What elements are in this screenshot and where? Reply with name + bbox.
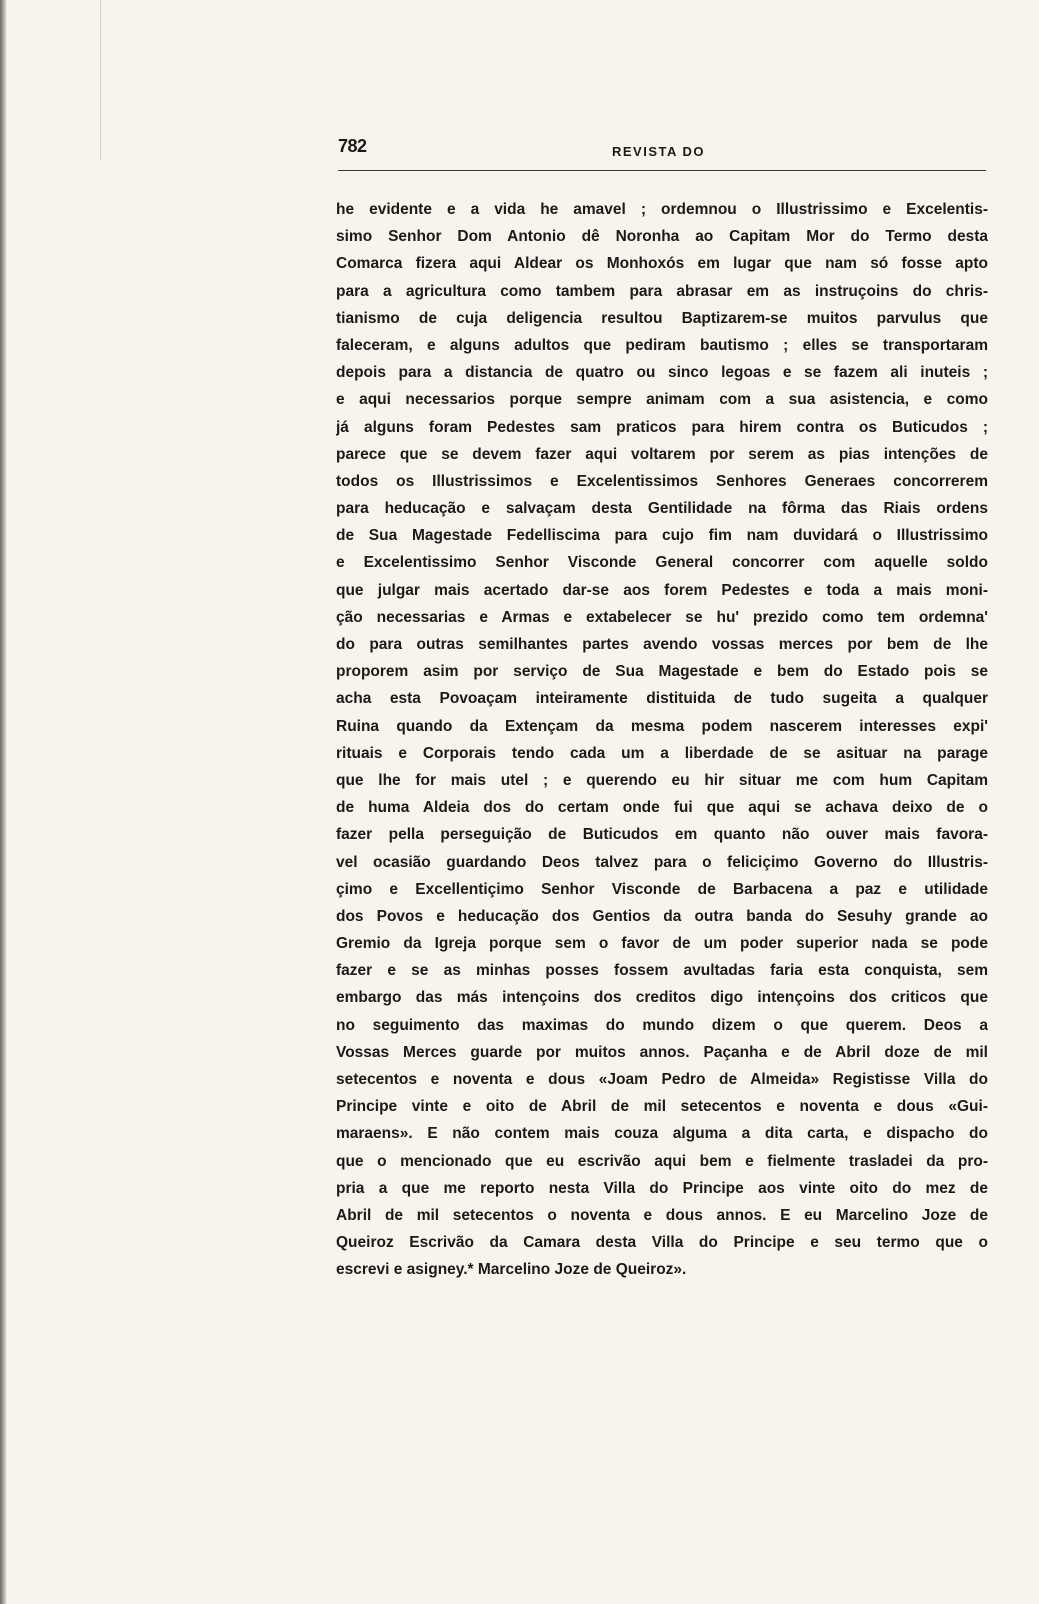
- text-line: do para outras semilhantes partes avendo vossas merces por bem de lhe: [336, 636, 988, 653]
- text-line: Principe vinte e oito de Abril de mil setecentos e noventa e dous «Gui-: [336, 1098, 988, 1116]
- text-line: já alguns foram Pedestes sam praticos para hirem contra os Buticudos ;: [336, 418, 988, 436]
- text-line: faleceram, e alguns adultos que pediram bautismo ; elles se transportaram: [336, 336, 988, 354]
- text-line: Queiroz Escrivão da Camara desta Villa do Principe e seu termo que o: [336, 1234, 988, 1252]
- text-line: para a agricultura como tambem para abrasar em as instruçoins do chris-: [336, 282, 988, 300]
- text-line: maraens». E não contem mais couza alguma a dita carta, e dispacho do: [336, 1125, 988, 1143]
- text-line: Comarca fizera aqui Aldear os Monhoxós em lugar que nam só fosse apto: [336, 255, 988, 273]
- running-head: REVISTA DO: [612, 144, 706, 159]
- text-line: simo Senhor Dom Antonio dê Noronha ao Capitam Mor do Termo desta: [336, 228, 988, 246]
- text-line: proporem asim por serviço de Sua Magestade e bem do Estado pois se: [336, 663, 988, 681]
- text-line: que julgar mais acertado dar-se aos forem Pedestes e toda a mais moni-: [336, 581, 988, 599]
- page-header: [338, 136, 988, 162]
- body-text: [336, 196, 988, 1284]
- text-line: he evidente e a vida he amavel ; ordemnou o Illustrissimo e Excelentis-: [336, 201, 988, 218]
- text-line: Abril de mil setecentos o noventa e dous annos. E eu Marcelino Joze de: [336, 1206, 988, 1224]
- text-line: fazer e se as minhas posses fossem avultadas faria esta conquista, sem: [336, 962, 988, 980]
- scan-artifact-line: [100, 0, 101, 160]
- text-line: setecentos e noventa e dous «Joam Pedro de Almeida» Registisse Villa do: [336, 1071, 988, 1088]
- text-line: no seguimento das maximas do mundo dizem o que querem. Deos a: [336, 1016, 988, 1034]
- text-line: rituais e Corporais tendo cada um a liberdade de se asituar na parage: [336, 744, 988, 762]
- text-line: parece que se devem fazer aqui voltarem por serem as pias intenções de: [336, 445, 988, 463]
- text-line: e Excelentissimo Senhor Visconde General concorrer com aquelle soldo: [336, 554, 988, 572]
- text-line: todos os Illustrissimos e Excelentissimos Senhores Generaes concorrerem: [336, 472, 988, 490]
- text-line: escrevi e asigney.* Marcelino Joze de Queiroz».: [336, 1261, 687, 1279]
- text-line: que lhe for mais utel ; e querendo eu hir situar me com hum Capitam: [336, 771, 988, 789]
- page-number: 782: [338, 136, 367, 156]
- text-line: ção necessarias e Armas e extabelecer se hu' prezido como tem ordemna': [336, 608, 988, 626]
- text-line: de Sua Magestade Fedelliscima para cujo fim nam duvidará o Illustrissimo: [336, 527, 988, 545]
- text-line: pria a que me reporto nesta Villa do Principe aos vinte oito do mez de: [336, 1179, 988, 1197]
- text-line: dos Povos e heducação dos Gentios da outra banda do Sesuhy grande ao: [336, 907, 988, 925]
- text-line: Ruina quando da Extençam da mesma podem nascerem interesses expi': [336, 717, 988, 735]
- text-line: acha esta Povoaçam inteiramente distituida de tudo sugeita a qualquer: [336, 690, 988, 708]
- text-line: tianismo de cuja deligencia resultou Baptizarem-se muitos parvulus que: [336, 309, 988, 327]
- text-line: Gremio da Igreja porque sem o favor de um poder superior nada se pode: [336, 935, 988, 953]
- text-line: para heducação e salvaçam desta Gentilidade na fôrma das Riais ordens: [336, 500, 988, 518]
- text-line: çimo e Excellentiçimo Senhor Visconde de Barbacena a paz e utilidade: [336, 880, 988, 898]
- text-line: depois para a distancia de quatro ou sinco legoas e se fazem ali inuteis ;: [336, 364, 988, 382]
- text-line: que o mencionado que eu escrivão aqui bem e fielmente trasladei da pro-: [336, 1152, 988, 1170]
- text-line: e aqui necessarios porque sempre animam com a sua asistencia, e como: [336, 391, 988, 409]
- header-rule: [338, 170, 986, 171]
- text-line: embargo das más intençoins dos creditos digo intençoins dos criticos que: [336, 989, 988, 1007]
- text-line: fazer pella perseguição de Buticudos em quanto não ouver mais favora-: [336, 826, 988, 844]
- text-line: Vossas Merces guarde por muitos annos. Paçanha e de Abril doze de mil: [336, 1043, 988, 1061]
- text-line: de huma Aldeia dos do certam onde fui que aqui se achava deixo de o: [336, 799, 988, 817]
- scan-edge-shadow: [0, 0, 7, 1604]
- text-line: vel ocasião guardando Deos talvez para o feliciçimo Governo do Illustris-: [336, 853, 988, 871]
